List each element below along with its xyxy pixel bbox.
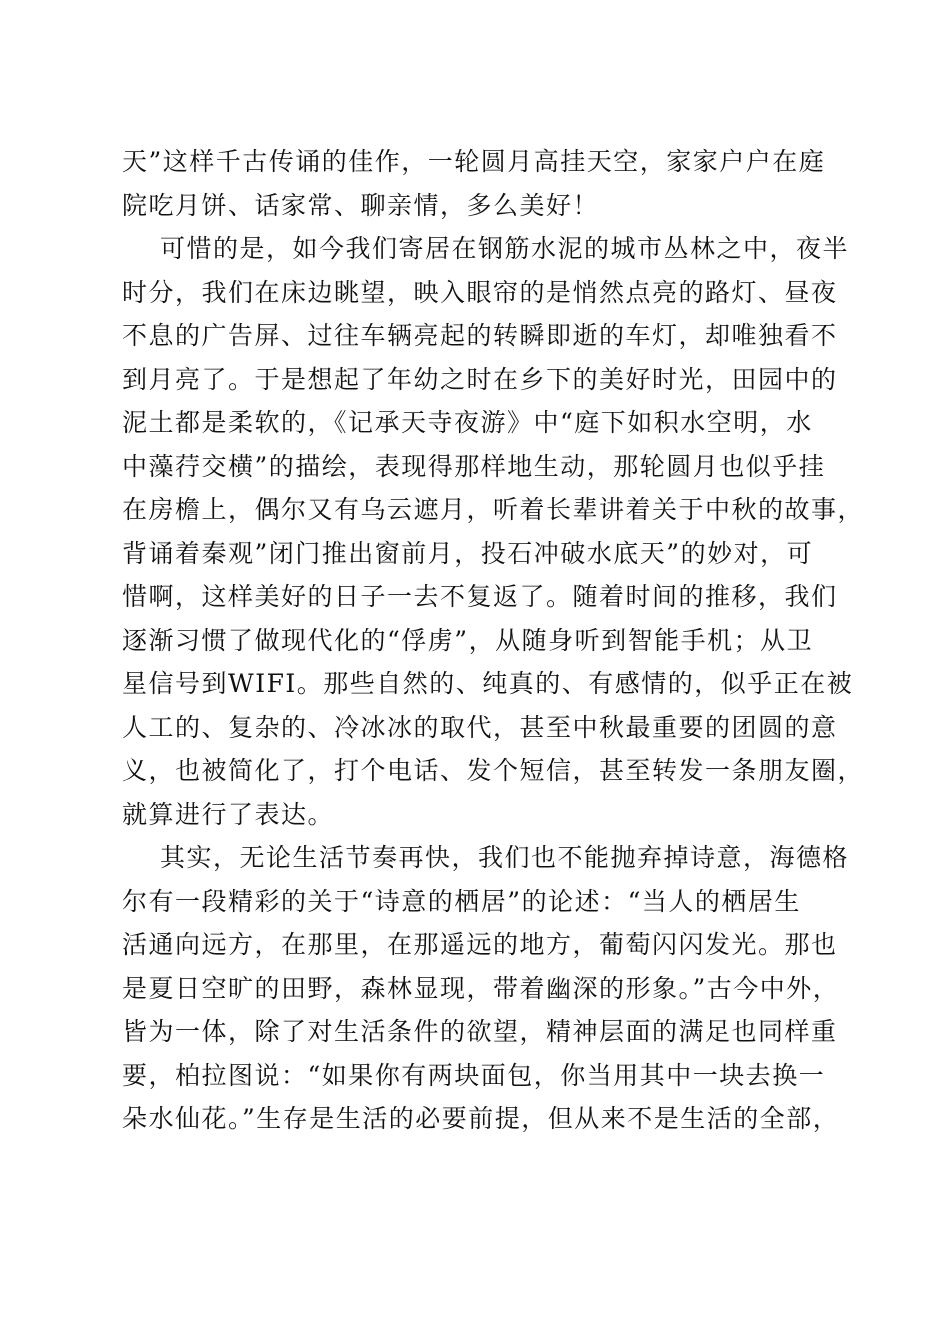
text-line: 到月亮了。于是想起了年幼之时在乡下的美好时光，田园中的 — [122, 364, 838, 394]
text-line: 人工的、复杂的、冷冰冰的取代，甚至中秋最重要的团圆的意 — [122, 712, 838, 742]
text-line: 时分，我们在床边眺望，映入眼帘的是悄然点亮的路灯、昼夜 — [122, 277, 838, 307]
text-line: 惜啊，这样美好的日子一去不复返了。随着时间的推移，我们 — [122, 582, 838, 611]
paragraph-start-line: 可惜的是，如今我们寄居在钢筋水泥的城市丛林之中，夜半 — [160, 234, 850, 263]
text-line: 背诵着秦观”闭门推出窗前月，投石冲破水底天”的妙对，可 — [122, 538, 814, 568]
text-line: 是夏日空旷的田野，森林显现，带着幽深的形象。”古今中外， — [122, 973, 840, 1003]
text-line: 朵水仙花。”生存是生活的必要前提，但从来不是生活的全部， — [122, 1104, 840, 1133]
text-line: 不息的广告屏、过往车辆亮起的转瞬即逝的车灯，却唯独看不 — [122, 321, 838, 350]
text-line: 中藻荇交横”的描绘，表现得那样地生动，那轮圆月也似乎挂 — [122, 451, 826, 481]
text-line: 义，也被简化了，打个电话、发个短信，甚至转发一条朋友圈， — [122, 756, 865, 785]
text-line: 皆为一体，除了对生活条件的欲望，精神层面的满足也同样重 — [122, 1017, 838, 1046]
text-line: 活通向远方，在那里，在那遥远的地方，葡萄闪闪发光。那也 — [122, 930, 838, 959]
paragraph-start-line: 其实，无论生活节奏再快，我们也不能抛弃掉诗意，海德格 — [160, 843, 850, 872]
body-text — [122, 140, 865, 1141]
text-line: 就算进行了表达。 — [122, 799, 335, 829]
text-line: 在房檐上，偶尔又有乌云遮月，听着长辈讲着关于中秋的故事， — [122, 495, 865, 524]
text-line: 要，柏拉图说：“如果你有两块面包，你当用其中一块去换一 — [122, 1060, 826, 1090]
text-line: 星信号到WIFI。那些自然的、纯真的、有感情的，似乎正在被 — [122, 669, 854, 698]
text-line: 逐渐习惯了做现代化的“俘虏”，从随身听到智能手机；从卫 — [122, 625, 814, 655]
text-line: 泥土都是柔软的，《记承天寺夜游》中“庭下如积水空明，水 — [122, 408, 813, 437]
text-line: 院吃月饼、话家常、聊亲情，多么美好！ — [122, 190, 600, 220]
text-line: 天”这样千古传诵的佳作，一轮圆月高挂天空，家家户户在庭 — [122, 147, 826, 176]
text-line: 尔有一段精彩的关于“诗意的栖居”的论述：“当人的栖居生 — [122, 886, 801, 916]
